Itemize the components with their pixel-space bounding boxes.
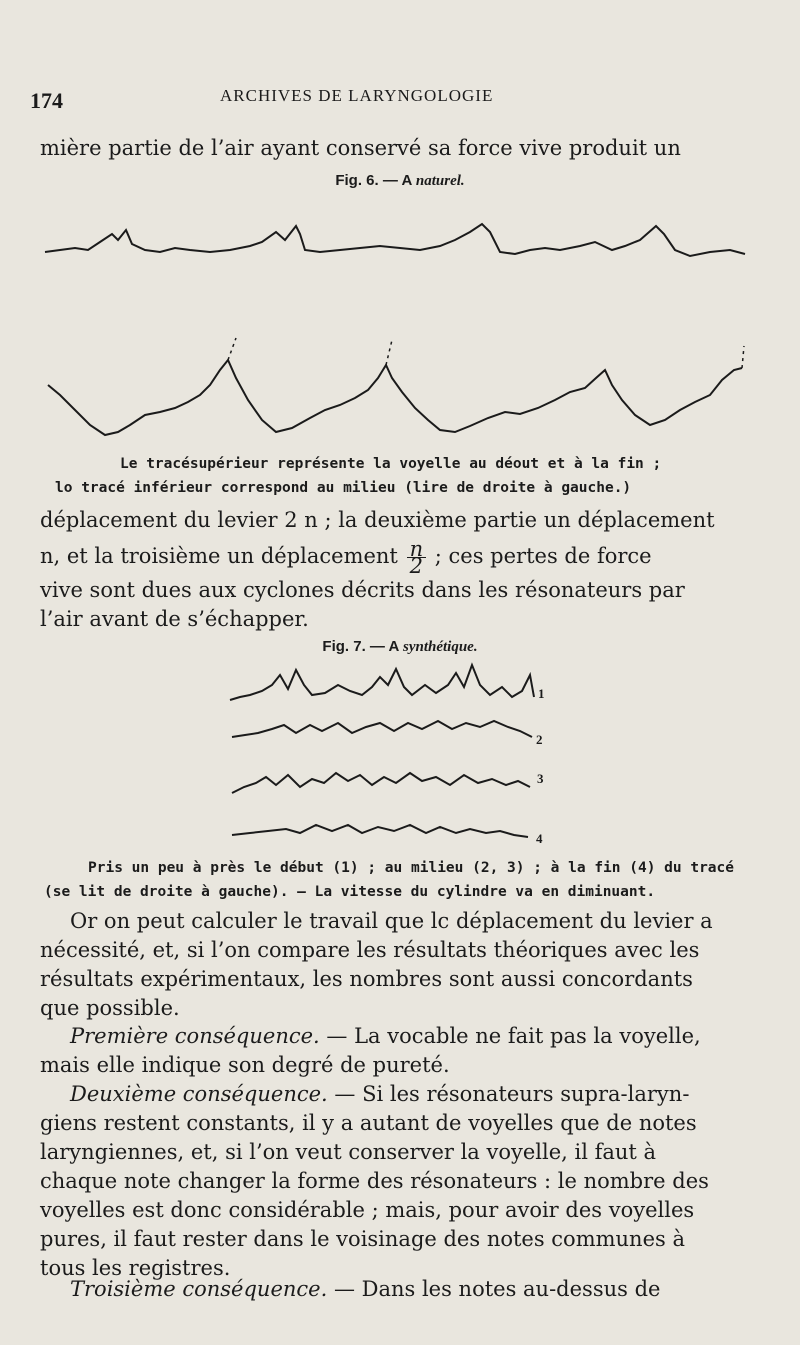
- fig7-trace-1: [230, 665, 534, 700]
- paragraph-6: [40, 1275, 740, 1304]
- text-segment: — Dans les notes au-dessus de: [327, 1277, 661, 1301]
- fraction: [407, 537, 427, 578]
- text-segment: n, et la troisième un déplacement: [40, 544, 398, 568]
- fraction-numerator: n: [407, 541, 427, 558]
- fraction-denominator: 2: [409, 554, 424, 578]
- fig7-trace-label: 3: [537, 771, 544, 786]
- italic-lead: Troisième conséquence.: [70, 1277, 328, 1301]
- fig6-title-text: Fig. 6. — A: [335, 172, 412, 189]
- fig7-title-italic: synthétique.: [402, 639, 478, 655]
- caption-line: (se lit de droite à gauche). — La vitesse du cylindre va en diminuant.: [44, 884, 656, 900]
- text-line-with-fraction: [40, 537, 740, 578]
- page-header: [30, 82, 770, 112]
- fig6-title: [0, 172, 800, 190]
- fig7-trace-label: 2: [536, 732, 543, 747]
- fig7-caption: [40, 856, 750, 904]
- text-line: déplacement du levier 2 n ; la deuxième partie un déplacement: [40, 508, 715, 532]
- caption-line: lo tracé inférieur correspond au milieu (lire de droite à gauche.): [55, 480, 632, 496]
- fig6-title-italic: naturel.: [415, 173, 465, 189]
- page-number: 174: [30, 88, 63, 113]
- italic-lead: Première conséquence.: [70, 1024, 320, 1048]
- fig6-caption: [40, 452, 750, 500]
- text-segment: ; ces pertes de force: [434, 544, 652, 568]
- text-line: nécessité, et, si l’on compare les résultats théoriques avec les: [40, 938, 700, 962]
- fig6-dotted-marks: [228, 338, 744, 368]
- text-line: résultats expérimentaux, les nombres sont aussi concordants: [40, 967, 693, 991]
- text-line: chaque note changer la forme des résonateurs : le nombre des: [40, 1169, 709, 1193]
- text-line: [40, 1275, 740, 1304]
- caption-line: Pris un peu à près le début (1) ; au milieu (2, 3) ; à la fin (4) du tracé: [88, 860, 735, 876]
- fig6-lower-trace: [48, 360, 742, 435]
- fig7-trace-label: 1: [538, 686, 545, 701]
- text-line: [40, 1022, 740, 1051]
- text-line: mais elle indique son degré de pureté.: [40, 1053, 450, 1077]
- text-line: laryngiennes, et, si l’on veut conserver la voyelle, il faut à: [40, 1140, 657, 1164]
- text-line: voyelles est donc considérable ; mais, pour avoir des voyelles: [40, 1198, 695, 1222]
- fig7-trace-2: [232, 721, 532, 737]
- fig7-traces: [0, 655, 800, 850]
- paragraph-4: [40, 1022, 740, 1080]
- text-line: vive sont dues aux cyclones décrits dans les résonateurs par: [40, 578, 685, 602]
- text-line: pures, il faut rester dans le voisinage des notes communes à: [40, 1227, 685, 1251]
- text-line: l’air avant de s’échapper.: [40, 607, 309, 631]
- fig7-title-text: Fig. 7. — A: [322, 638, 399, 655]
- fig7-trace-3: [232, 773, 530, 793]
- fig7-title: [0, 638, 800, 656]
- caption-line: Le tracésupérieur représente la voyelle au déout et à la fin ;: [120, 456, 662, 472]
- paragraph-3: [40, 907, 740, 1023]
- text-line: tous les registres.: [40, 1256, 231, 1280]
- fig7-trace-4: [232, 825, 528, 837]
- fig6-traces: [0, 220, 800, 450]
- running-head: ARCHIVES DE LARYNGOLOGIE: [220, 86, 494, 105]
- italic-lead: Deuxième conséquence.: [70, 1082, 328, 1106]
- paragraph-5: [40, 1080, 740, 1283]
- fig6-upper-trace: [45, 224, 745, 256]
- paragraph-2: [40, 506, 740, 634]
- text-line: mière partie de l’air ayant conservé sa force vive produit un: [40, 136, 681, 160]
- text-line: Or on peut calculer le travail que lc déplacement du levier a: [70, 909, 713, 933]
- paragraph-1: [40, 134, 740, 163]
- text-line: [40, 1080, 740, 1109]
- text-segment: — Si les résonateurs supra-laryn-: [327, 1082, 690, 1106]
- text-segment: — La vocable ne fait pas la voyelle,: [319, 1024, 701, 1048]
- text-line: que possible.: [40, 996, 180, 1020]
- text-line: giens restent constants, il y a autant de voyelles que de notes: [40, 1111, 697, 1135]
- fig7-trace-label: 4: [536, 831, 543, 846]
